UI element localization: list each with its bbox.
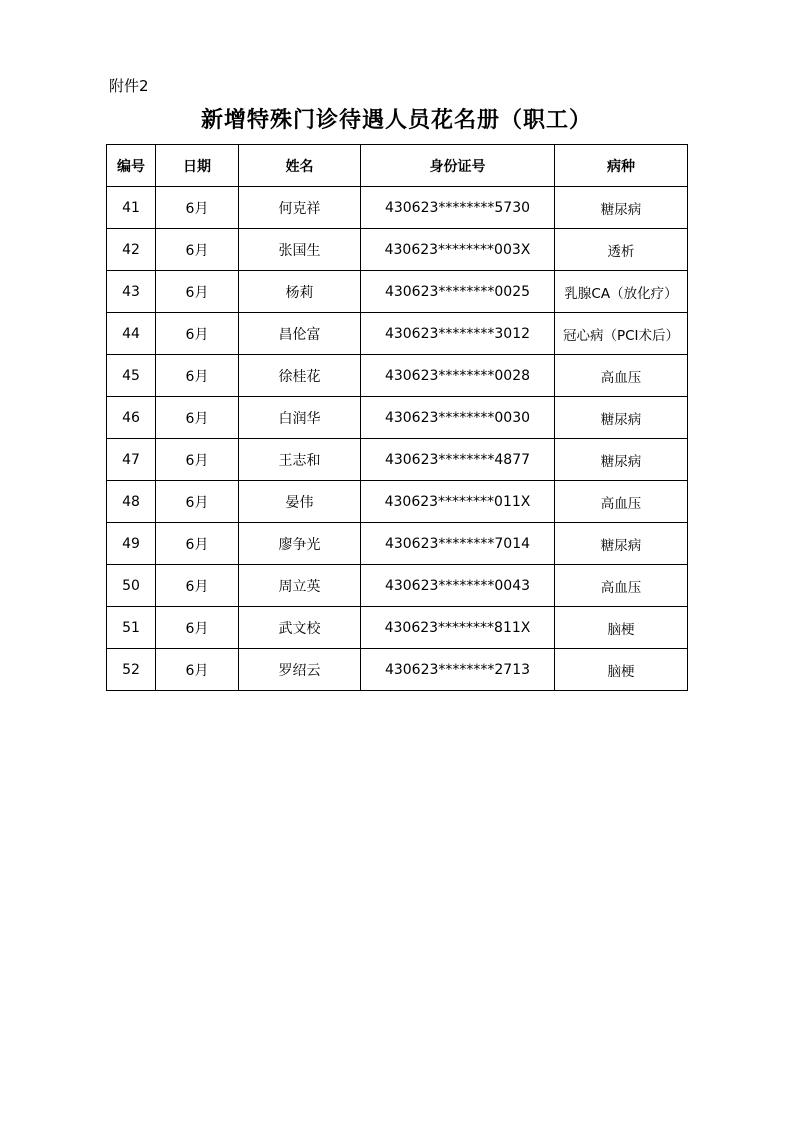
- cell-name: 武文校: [239, 607, 361, 649]
- header-id-number: 身份证号: [361, 145, 555, 187]
- cell-id-number: 430623********0028: [361, 355, 555, 397]
- cell-disease: 糖尿病: [555, 523, 688, 565]
- cell-date: 6月: [156, 649, 239, 691]
- table-row: [107, 565, 688, 607]
- table-row: [107, 313, 688, 355]
- cell-number: 52: [107, 649, 156, 691]
- cell-date: 6月: [156, 229, 239, 271]
- table-row: [107, 523, 688, 565]
- cell-disease: 乳腺CA（放化疗）: [555, 271, 688, 313]
- table-row: [107, 229, 688, 271]
- cell-date: 6月: [156, 439, 239, 481]
- attachment-label: 附件2: [109, 77, 149, 95]
- cell-name: 晏伟: [239, 481, 361, 523]
- cell-number: 45: [107, 355, 156, 397]
- table-row: [107, 439, 688, 481]
- cell-number: 50: [107, 565, 156, 607]
- cell-number: 49: [107, 523, 156, 565]
- cell-number: 48: [107, 481, 156, 523]
- cell-name: 王志和: [239, 439, 361, 481]
- cell-date: 6月: [156, 523, 239, 565]
- table-row: [107, 397, 688, 439]
- cell-name: 廖争光: [239, 523, 361, 565]
- cell-date: 6月: [156, 565, 239, 607]
- cell-name: 徐桂花: [239, 355, 361, 397]
- roster-table: [106, 144, 688, 691]
- header-disease: 病种: [555, 145, 688, 187]
- cell-id-number: 430623********0025: [361, 271, 555, 313]
- cell-id-number: 430623********811X: [361, 607, 555, 649]
- cell-date: 6月: [156, 397, 239, 439]
- cell-name: 何克祥: [239, 187, 361, 229]
- cell-disease: 高血压: [555, 481, 688, 523]
- cell-date: 6月: [156, 187, 239, 229]
- table-row: [107, 187, 688, 229]
- cell-number: 51: [107, 607, 156, 649]
- cell-id-number: 430623********4877: [361, 439, 555, 481]
- cell-name: 罗绍云: [239, 649, 361, 691]
- cell-number: 41: [107, 187, 156, 229]
- cell-date: 6月: [156, 607, 239, 649]
- cell-disease: 脑梗: [555, 649, 688, 691]
- cell-number: 47: [107, 439, 156, 481]
- cell-number: 42: [107, 229, 156, 271]
- cell-name: 杨莉: [239, 271, 361, 313]
- cell-id-number: 430623********0043: [361, 565, 555, 607]
- cell-name: 白润华: [239, 397, 361, 439]
- header-name: 姓名: [239, 145, 361, 187]
- table-row: [107, 481, 688, 523]
- cell-id-number: 430623********3012: [361, 313, 555, 355]
- cell-disease: 冠心病（PCI术后）: [555, 313, 688, 355]
- cell-date: 6月: [156, 271, 239, 313]
- table-header-row: [107, 145, 688, 187]
- cell-disease: 糖尿病: [555, 397, 688, 439]
- cell-disease: 糖尿病: [555, 439, 688, 481]
- cell-id-number: 430623********0030: [361, 397, 555, 439]
- header-date: 日期: [156, 145, 239, 187]
- header-number: 编号: [107, 145, 156, 187]
- table-row: [107, 607, 688, 649]
- cell-disease: 脑梗: [555, 607, 688, 649]
- cell-id-number: 430623********5730: [361, 187, 555, 229]
- table-body: [107, 187, 688, 691]
- cell-id-number: 430623********003X: [361, 229, 555, 271]
- cell-number: 44: [107, 313, 156, 355]
- cell-disease: 糖尿病: [555, 187, 688, 229]
- cell-date: 6月: [156, 355, 239, 397]
- cell-number: 43: [107, 271, 156, 313]
- table-row: [107, 355, 688, 397]
- cell-id-number: 430623********011X: [361, 481, 555, 523]
- table-row: [107, 271, 688, 313]
- cell-date: 6月: [156, 313, 239, 355]
- table-row: [107, 649, 688, 691]
- cell-disease: 高血压: [555, 355, 688, 397]
- cell-name: 张国生: [239, 229, 361, 271]
- document-title: 新增特殊门诊待遇人员花名册（职工）: [200, 107, 592, 133]
- cell-id-number: 430623********7014: [361, 523, 555, 565]
- cell-name: 昌伦富: [239, 313, 361, 355]
- cell-disease: 高血压: [555, 565, 688, 607]
- cell-disease: 透析: [555, 229, 688, 271]
- cell-date: 6月: [156, 481, 239, 523]
- cell-id-number: 430623********2713: [361, 649, 555, 691]
- cell-name: 周立英: [239, 565, 361, 607]
- cell-number: 46: [107, 397, 156, 439]
